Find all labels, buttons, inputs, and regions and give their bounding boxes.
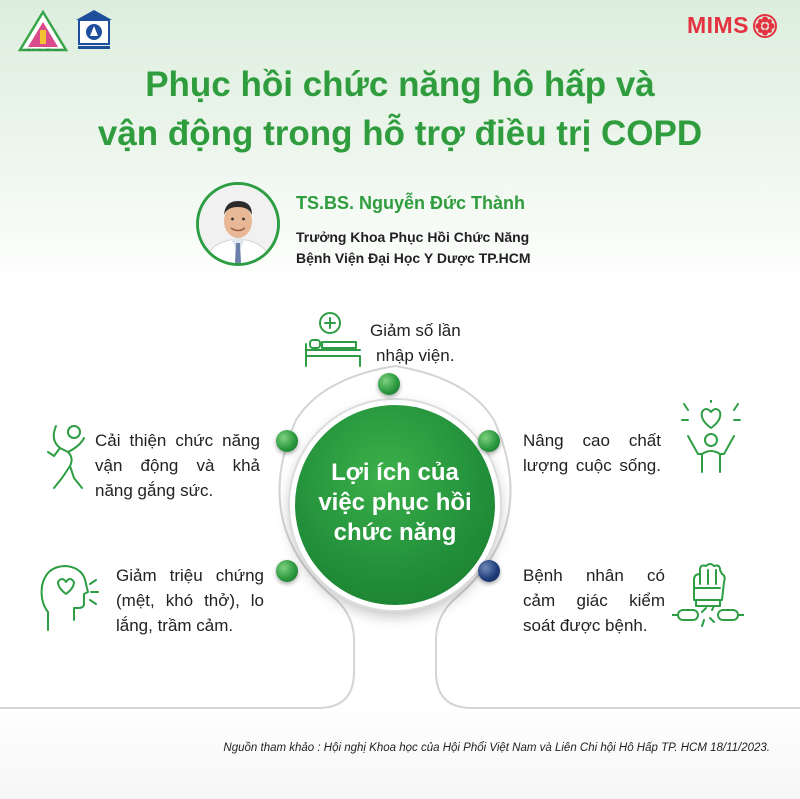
title-line-1: Phục hồi chức năng hô hấp và bbox=[145, 65, 655, 104]
fist-broken-chain-icon bbox=[672, 560, 744, 640]
svg-text:HỘI PHỔI VIỆT NAM: HỘI PHỔI VIỆT NAM bbox=[24, 47, 62, 52]
benefit-left-bottom-line-1: Giảm triệu chứng bbox=[116, 566, 264, 585]
benefit-right-bottom-line-1: Bệnh nhân có bbox=[523, 566, 665, 585]
connector-dot-left-bottom bbox=[276, 560, 298, 582]
benefit-right-top-text bbox=[523, 428, 661, 478]
source-citation: Nguồn tham khảo : Hội nghị Khoa học của Hội Phổi Việt Nam và Liên Chi hội Hô Hấp TP. HCM 18/11/2023. bbox=[223, 742, 770, 754]
connector-dot-right-bottom bbox=[478, 560, 500, 582]
center-title-line-3: chức năng bbox=[333, 519, 457, 546]
connector-dot-left-top bbox=[276, 430, 298, 452]
center-title bbox=[290, 458, 500, 548]
happy-person-heart-icon bbox=[680, 400, 742, 476]
head-heart-icon bbox=[38, 560, 100, 632]
connector-dot-right-top bbox=[478, 430, 500, 452]
benefit-right-bottom-text bbox=[523, 563, 665, 638]
benefit-left-top-line-2: vận động và khả bbox=[95, 456, 260, 475]
benefit-top-line-1: Giảm số lần bbox=[370, 321, 461, 340]
benefit-left-bottom-line-2: (mệt, khó thở), lo bbox=[116, 591, 264, 610]
center-title-line-1: Lợi ích của bbox=[331, 459, 459, 486]
benefit-right-top-line-1: Nâng cao chất bbox=[523, 431, 661, 450]
stretching-person-icon bbox=[40, 422, 90, 492]
benefit-top-text bbox=[370, 318, 480, 368]
brand-name: MIMS bbox=[686, 12, 749, 38]
hospital-bed-icon bbox=[300, 310, 366, 372]
benefit-left-top-line-3: năng gắng sức. bbox=[95, 481, 214, 500]
benefit-left-top-line-1: Cải thiện chức năng bbox=[95, 431, 260, 450]
benefit-left-top-text bbox=[95, 428, 260, 503]
speaker-name: TS.BS. Nguyễn Đức Thành bbox=[296, 193, 526, 213]
benefit-right-bottom-line-2: cảm giác kiểm bbox=[523, 591, 665, 610]
speaker-role-line-1: Trưởng Khoa Phục Hồi Chức Năng bbox=[296, 229, 530, 245]
speaker-role-line-2: Bệnh Viện Đại Học Y Dược TP.HCM bbox=[296, 250, 531, 266]
benefit-left-bottom-text bbox=[116, 563, 264, 638]
benefit-right-top-line-2: lượng cuộc sống. bbox=[523, 456, 661, 475]
title-line-2: vận động trong hỗ trợ điều trị COPD bbox=[97, 114, 703, 153]
benefit-top-line-2: nhập viện. bbox=[376, 346, 455, 365]
benefit-right-bottom-line-3: soát được bệnh. bbox=[523, 616, 648, 635]
connector-dot-top bbox=[378, 373, 400, 395]
benefit-left-bottom-line-3: lắng, trầm cảm. bbox=[116, 616, 234, 635]
center-title-line-2: việc phục hồi bbox=[318, 489, 472, 516]
